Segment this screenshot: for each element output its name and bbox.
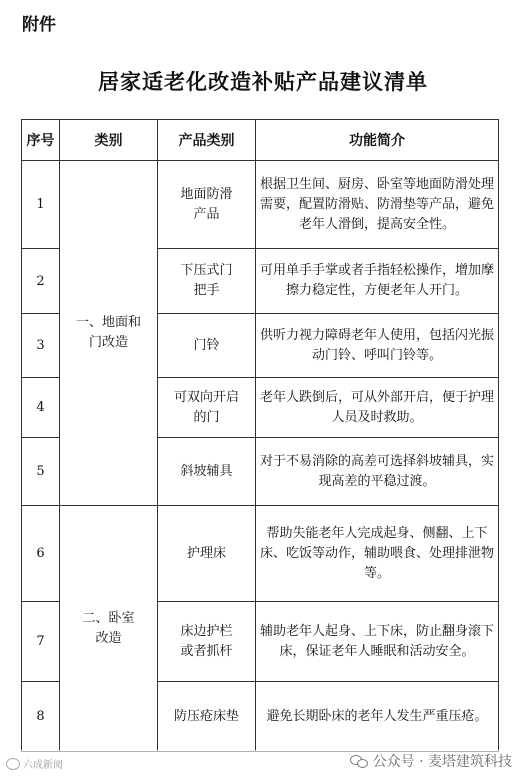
description-cell: 避免长期卧床的老年人发生严重压疮。 [256,682,499,752]
weibo-watermark [6,756,63,771]
description-cell: 根据卫生间、厨房、卧室等地面防滑处理需要，配置防滑贴、防滑垫等产品，避免老年人滑倒，提高安全性。 [256,161,499,249]
category-cell [60,506,158,752]
attachment-label: 附件 [22,15,56,35]
category-name-line2: 门改造 [88,335,128,350]
product-cell: 防压疮床垫 [158,682,256,752]
description-cell: 对于不易消除的高差可选择斜坡辅具，实现高差的平稳过渡。 [256,438,499,506]
description-cell: 辅助老年人起身、上下床，防止翻身滚下床，保证老年人睡眠和活动安全。 [256,602,499,682]
row-number: 7 [22,602,60,682]
weibo-icon [6,758,20,770]
product-name-line2: 产品 [193,206,220,222]
category-name-line1: 二、卧室 [82,610,135,626]
row-number: 4 [22,378,60,438]
column-header-description: 功能简介 [256,120,499,161]
category-name-line2: 改造 [95,630,122,646]
product-cell [158,602,256,682]
watermark-bar [0,750,526,776]
description-cell: 供听力视力障碍老年人使用，包括闪光振动门铃、呼叫门铃等。 [256,314,499,378]
column-header-category: 类别 [60,120,158,161]
description-cell: 帮助失能老年人完成起身、侧翻、上下床、吃饭等动作，辅助喂食、处理排泄物等。 [256,506,499,602]
product-name-line2: 的门 [193,409,220,425]
category-cell [60,161,158,506]
row-number: 6 [22,506,60,602]
wechat-icon [350,754,368,768]
row-number: 8 [22,682,60,752]
description-cell: 可用单手手掌或者手指轻松操作，增加摩擦力稳定性，方便老年人开门。 [256,249,499,314]
description-cell: 老年人跌倒后，可从外部开启，便于护理人员及时救助。 [256,378,499,438]
document-title: 居家适老化改造补贴产品建议清单 [98,69,428,94]
row-number: 1 [22,161,60,249]
table-row [22,506,499,602]
product-cell: 门铃 [158,314,256,378]
product-cell [158,378,256,438]
table-row [22,161,499,249]
product-cell: 斜坡辅具 [158,438,256,506]
column-header-no: 序号 [22,120,60,161]
product-cell [158,249,256,314]
product-name-line1: 地面防滑 [180,186,233,202]
column-header-product-type: 产品类别 [158,120,256,161]
product-cell [158,161,256,249]
category-name-line1: 一、地面和 [75,315,141,330]
row-number: 5 [22,438,60,506]
product-name-line1: 下压式门 [180,263,233,278]
row-number: 3 [22,314,60,378]
wechat-watermark-text: 公众号 · 麦塔建筑科技 [372,754,512,770]
wechat-watermark [350,751,512,771]
row-number: 2 [22,249,60,314]
table-header-row [22,120,499,161]
product-name-line1: 可双向开启 [173,389,239,405]
product-name-line1: 床边护栏 [180,623,233,639]
weibo-watermark-text: 六成新阅 [23,760,63,771]
product-name-line2: 或者抓杆 [180,643,233,659]
product-cell: 护理床 [158,506,256,602]
product-list-table [21,119,499,752]
product-name-line2: 把手 [193,283,220,298]
